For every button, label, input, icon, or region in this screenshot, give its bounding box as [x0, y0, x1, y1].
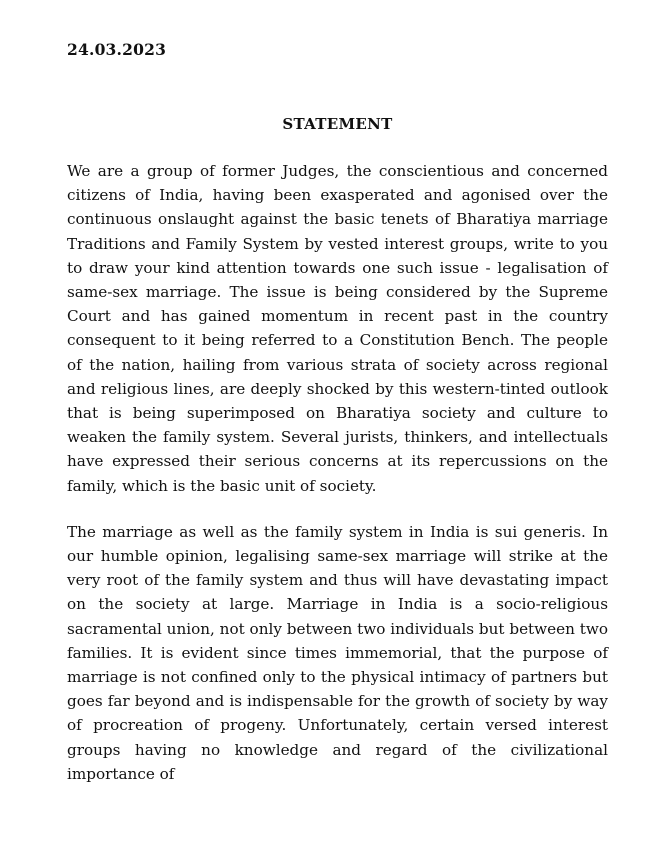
document-page [67, 38, 608, 786]
document-title: STATEMENT [282, 115, 393, 133]
document-date: 24.03.2023 [67, 40, 167, 59]
paragraph-1: We are a group of former Judges, the conscientious and concerned citizens of India, having been exasperated and agonised over the continuous onslaught against the basic tenets of Bharatiya marriage Traditions and Family System by vested interest groups, write to you to draw your kind attention towards one such issue - legalisation of same-sex marriage. The issue is being considered by the Supreme Court and has gained momentum in recent past in the country consequent to it being referred to a Constitution Bench. The people of the nation, hailing from various strata of society across regional and religious lines, are deeply shocked by this western-tinted outlook that is being superimposed on Bharatiya society and culture to weaken the family system. Several jurists, thinkers, and intellectuals have expressed their serious concerns at its repercussions on the family, which is the basic unit of society. [67, 162, 608, 495]
paragraph-2: The marriage as well as the family system in India is sui generis. In our humble opinion, legalising same-sex marriage will strike at the very root of the family system and thus will have devastating impact on the society at large. Marriage in India is a socio-religious sacramental union, not only between two individuals but between two families. It is evident since times immemorial, that the purpose of marriage is not confined only to the physical intimacy of partners but goes far beyond and is indispensable for the growth of society by way of procreation of progeny. Unfortunately, certain versed interest groups having no knowledge and regard of the civilizational importance of [67, 522, 608, 783]
